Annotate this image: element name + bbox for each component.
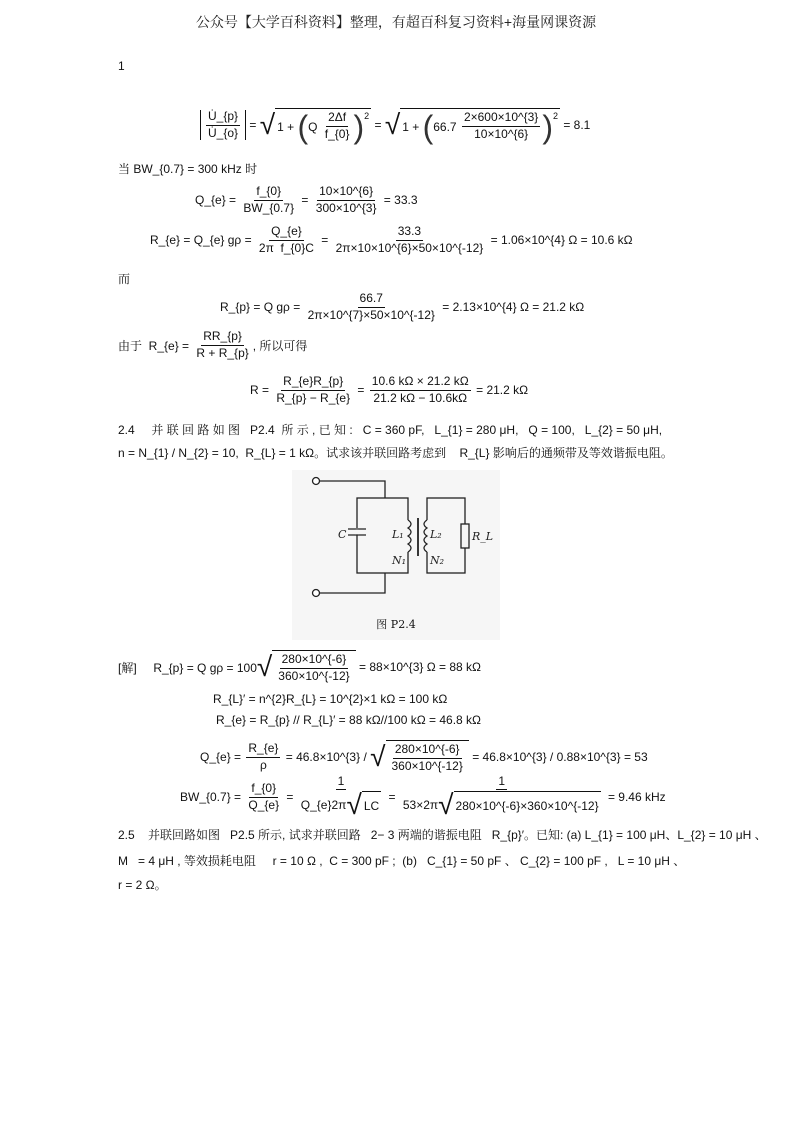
math-text: 2π f_{0}C xyxy=(258,240,314,255)
math-text: ρ xyxy=(259,757,267,772)
math-text: 1 + xyxy=(277,119,298,134)
radical-sign: √ xyxy=(259,109,276,140)
math-text: 1 + xyxy=(402,119,423,134)
equation-voltage-ratio xyxy=(200,100,590,150)
numerator xyxy=(246,742,280,758)
label-rl: R_L xyxy=(472,530,494,543)
math-text: 1 xyxy=(498,773,506,788)
math-text: = 1.06×10^{4} Ω = 10.6 kΩ xyxy=(487,233,633,247)
math-text: = xyxy=(317,233,332,247)
math-group xyxy=(388,743,467,774)
math-text: 360×10^{-12} xyxy=(391,759,463,773)
math-text: R_{p} = Q gρ = xyxy=(220,300,304,314)
math-text: f_{0} xyxy=(256,183,282,198)
square-root xyxy=(385,108,560,143)
equation-rp xyxy=(220,287,584,327)
math-text: Q xyxy=(308,119,321,134)
label-c: C xyxy=(338,528,347,541)
numerator xyxy=(393,743,462,759)
math-text: R_{L}′ = n^{2}R_{L} = 10^{2}×1 kΩ = 100 kΩ xyxy=(213,692,448,706)
math-text: = 8.1 xyxy=(560,118,591,132)
math-text: 2×600×10^{3} xyxy=(463,110,539,125)
radical-sign: √ xyxy=(346,789,362,821)
math-text: Q_{e} = xyxy=(200,750,245,764)
denominator xyxy=(390,759,465,774)
math-text: R = xyxy=(250,383,273,397)
math-text: 10.6 kΩ × 21.2 kΩ xyxy=(371,373,469,388)
numerator xyxy=(249,782,278,798)
fraction xyxy=(323,111,352,142)
math-text: [解] R_{p} = Q gρ = 100 xyxy=(118,660,257,675)
numerator xyxy=(281,375,345,391)
fraction xyxy=(194,330,250,361)
math-group xyxy=(364,800,379,814)
math-group xyxy=(456,800,599,814)
math-text: 66.7 xyxy=(359,290,383,305)
denominator xyxy=(334,241,486,256)
math-text: f_{0} xyxy=(324,127,350,141)
math-text: Q_{e} = xyxy=(195,193,240,207)
math-text: = 33.3 xyxy=(380,193,418,207)
equation-r xyxy=(250,370,528,410)
equation-qe xyxy=(195,180,418,220)
math-text: 360×10^{-12} xyxy=(278,669,350,683)
math-text: LC xyxy=(363,799,380,813)
math-text: , 所以可得 xyxy=(252,338,308,353)
math-text: = xyxy=(354,383,368,397)
numerator xyxy=(358,292,385,308)
numerator xyxy=(336,775,347,791)
math-text: = xyxy=(371,118,385,132)
math-text: RR_{p} xyxy=(203,328,242,343)
math-text: 2π×10^{7}×50×10^{-12} xyxy=(307,307,435,322)
math-text: U̇_{o} xyxy=(208,125,239,140)
math-text: R_{e} xyxy=(248,740,279,755)
math-text: = 46.8×10^{3} / xyxy=(282,750,371,764)
radical-sign: √ xyxy=(370,741,386,772)
fraction xyxy=(462,111,540,142)
numerator xyxy=(206,110,240,126)
math-text: 33.3 xyxy=(397,223,422,238)
radicand xyxy=(275,108,371,143)
right-paren: ) xyxy=(353,108,365,145)
radicand xyxy=(386,740,469,774)
math-text: R_{e}R_{p} xyxy=(283,373,344,388)
math-group xyxy=(277,108,370,145)
label-n1: N₁ xyxy=(392,554,407,567)
radical-sign: √ xyxy=(256,651,273,682)
denominator xyxy=(371,391,469,406)
math-text: = 9.46 kHz xyxy=(604,790,666,804)
math-text: 280×10^{-6}×360×10^{-12} xyxy=(455,799,599,813)
math-text: BW_{0.7} = xyxy=(180,790,245,804)
numerator xyxy=(370,375,471,391)
radical-sign: √ xyxy=(384,109,401,140)
fraction xyxy=(274,375,352,406)
math-text: 2π×10×10^{6}×50×10^{-12} xyxy=(335,240,484,255)
absolute-value xyxy=(200,110,246,141)
math-text: R_{e} = R_{p} // R_{L}′ = 88 kΩ//100 kΩ = 46.8 kΩ xyxy=(216,713,482,727)
denominator xyxy=(323,127,352,142)
math-text: = xyxy=(298,193,312,207)
label-l1: L₁ xyxy=(392,528,404,541)
denominator xyxy=(314,201,379,216)
square-root xyxy=(260,108,371,143)
problem-2-5-line2 xyxy=(118,840,685,880)
problem-2-4-line2 xyxy=(118,432,673,472)
math-text: 2.5 并联回路如图 P2.5 所示, 试求并联回路 2− 3 两端的谐振电阻 R_{p}′。已知: (a) L_{1} = 100 μH、L_{2} = 10 μH 、 xyxy=(118,827,767,842)
fraction xyxy=(334,225,486,256)
solution-re xyxy=(216,700,481,740)
fraction xyxy=(206,110,240,141)
math-text: 300×10^{3} xyxy=(315,200,377,215)
math-text: 由于 R_{e} = xyxy=(118,338,193,353)
page-header: 公众号【大学百科资料】整理，有超百科复习资料+海量网课资源 xyxy=(195,14,597,30)
numerator xyxy=(326,111,348,127)
radicand xyxy=(400,108,560,143)
math-text: = 46.8×10^{3} / 0.88×10^{3} = 53 xyxy=(468,750,648,764)
math-text: 1 xyxy=(337,773,345,788)
math-text: 10×10^{6} xyxy=(319,183,374,198)
math-text: 66.7 xyxy=(433,119,460,134)
math-text: R + R_{p} xyxy=(196,345,249,360)
math-text: 10×10^{6} xyxy=(474,127,529,141)
math-text: R_{p} − R_{e} xyxy=(276,390,351,405)
exponent: 2 xyxy=(364,110,370,121)
math-text: 280×10^{-6} xyxy=(394,742,460,757)
fraction xyxy=(314,185,379,216)
math-text: 53×2π xyxy=(402,797,439,812)
fraction xyxy=(401,775,603,820)
exponent: 2 xyxy=(552,110,558,121)
math-text: = xyxy=(283,790,297,804)
denominator xyxy=(206,126,240,141)
parenthesized xyxy=(422,108,558,145)
math-text: Q_{e} xyxy=(271,223,302,238)
fraction xyxy=(257,225,316,256)
left-paren: ( xyxy=(297,108,309,145)
math-text: = 88×10^{3} Ω = 88 kΩ xyxy=(355,660,482,674)
math-text: Q_{e} xyxy=(248,797,280,812)
denominator xyxy=(257,241,316,256)
fraction xyxy=(370,375,471,406)
denominator xyxy=(306,308,437,323)
page-marker: 1 xyxy=(118,59,125,73)
math-text: 而 xyxy=(118,271,131,286)
text-and xyxy=(118,258,130,298)
fraction xyxy=(299,775,383,820)
fraction xyxy=(306,292,437,323)
denominator xyxy=(258,758,269,773)
left-paren: ( xyxy=(422,108,434,145)
numerator xyxy=(254,185,283,201)
denominator xyxy=(194,346,250,361)
parenthesized xyxy=(297,108,370,145)
math-text: = 2.13×10^{4} Ω = 21.2 kΩ xyxy=(438,300,585,314)
denominator xyxy=(241,201,296,216)
fraction xyxy=(241,185,296,216)
numerator xyxy=(201,330,244,346)
math-group xyxy=(402,108,558,145)
circuit-diagram xyxy=(292,470,500,640)
fraction xyxy=(246,782,281,813)
numerator xyxy=(396,225,423,241)
math-text: n = N_{1} / N_{2} = 10, R_{L} = 1 kΩ。试求该并联回路考虑到 R_{L} 影响后的通频带及等效谐振电阻。 xyxy=(118,445,673,460)
math-group xyxy=(204,110,242,141)
denominator xyxy=(472,127,530,142)
figure-caption: 图 P2.4 xyxy=(376,618,416,631)
fraction xyxy=(390,743,465,774)
numerator xyxy=(269,225,304,241)
label-l2: L₂ xyxy=(430,528,442,541)
math-text: Q_{e}2π xyxy=(300,797,347,812)
math-text: 2.4 并 联 回 路 如 图 P2.4 所 示 , 已 知 : C = 360 pF, L_{1} = 280 μH, Q = 100, L_{2} = 50 μH, xyxy=(118,422,663,437)
radical-sign: √ xyxy=(438,789,454,821)
numerator xyxy=(496,775,507,791)
right-paren: ) xyxy=(542,108,553,145)
math-text: R_{e} = Q_{e} gρ = xyxy=(150,233,255,247)
text-since xyxy=(118,325,307,365)
square-root xyxy=(370,740,469,774)
math-text: = xyxy=(246,118,260,132)
math-text: = xyxy=(385,790,399,804)
numerator xyxy=(280,653,349,669)
math-text: 21.2 kΩ − 10.6kΩ xyxy=(373,390,468,405)
math-group xyxy=(433,111,542,142)
math-text: r = 2 Ω。 xyxy=(118,877,167,892)
math-text: 280×10^{-6} xyxy=(281,652,347,667)
problem-2-5-line3 xyxy=(118,864,167,904)
math-text: 当 BW_{0.7} = 300 kHz 时 xyxy=(118,161,258,176)
math-text: U̇_{p} xyxy=(208,108,239,123)
math-text: 2Δf xyxy=(328,110,347,125)
circuit-figure-p2-4 xyxy=(292,470,500,640)
math-group xyxy=(308,111,353,142)
solution-bandwidth xyxy=(180,773,666,821)
denominator xyxy=(274,391,352,406)
equation-re xyxy=(150,220,633,260)
math-text: = 21.2 kΩ xyxy=(472,383,529,397)
numerator xyxy=(317,185,375,201)
label-n2: N₂ xyxy=(430,554,445,567)
math-text: f_{0} xyxy=(251,780,277,795)
math-text: M = 4 μH , 等效损耗电阻 r = 10 Ω , C = 300 pF ; (b) C_{1} = 50 pF 、 C_{2} = 100 pF , L = 10 μH 、 xyxy=(118,853,686,868)
denominator xyxy=(246,798,281,813)
math-text: BW_{0.7} xyxy=(243,200,295,215)
fraction xyxy=(246,742,280,773)
solution-qe xyxy=(200,737,648,777)
numerator xyxy=(462,111,540,127)
